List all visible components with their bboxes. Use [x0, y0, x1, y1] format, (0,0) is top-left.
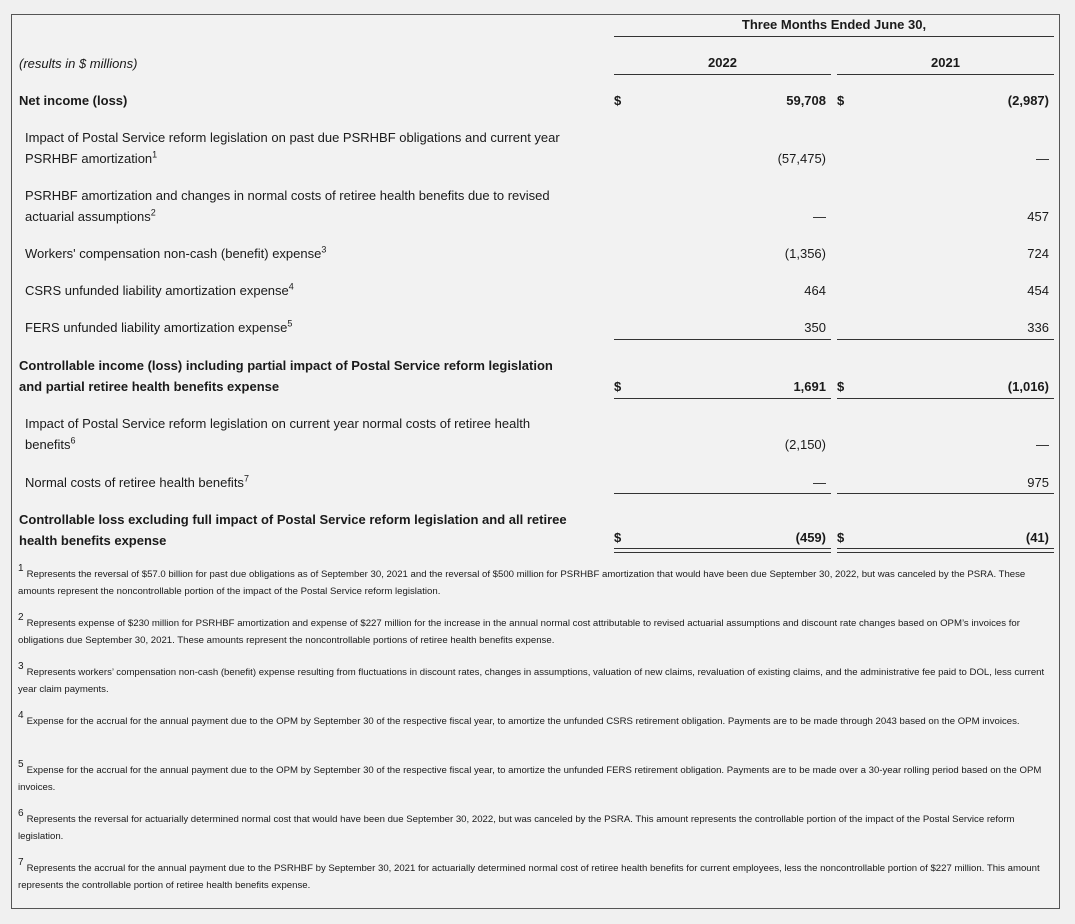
footnote-number: 5	[18, 758, 24, 770]
footnote-number: 1	[18, 562, 24, 574]
value-2021: 457	[1027, 209, 1049, 224]
row-label-workers-comp: Workers' compensation non-cash (benefit) expense$^3$	[25, 244, 327, 261]
value-2021: 975	[1027, 475, 1049, 490]
value-2021: (2,987)	[1007, 93, 1049, 108]
footnote-7: $^7$Represents the accrual for the annual payment due to the PSRHBF by September 30, 2021 for actuarially determined normal cost of retiree health benefits for current employees, less the noncontrollable portion of $227 million. This amount represents the controllable portion of retiree health benefits expense.	[18, 856, 1040, 891]
value-2021: 724	[1027, 246, 1049, 261]
value-2022: (57,475)	[777, 151, 826, 166]
column-header-2021: 2021	[931, 55, 960, 70]
row-label-controllable-partial: Controllable income (loss) including partial impact of Postal Service reform legislation	[19, 358, 553, 373]
footnote-number: 6	[18, 807, 24, 819]
col-rule-2021	[837, 74, 1054, 75]
footnote-ref: 3	[321, 244, 327, 255]
footnote-4: $^4$Expense for the accrual for the annual payment due to the OPM by September 30 of the respective fiscal year, to amortize the unfunded CSRS retirement obligation. Payments are to be made through 2043 based on the OPM invoices.	[18, 709, 1020, 727]
row-label-controllable-full-cont: health benefits expense	[19, 533, 167, 548]
footnote-number: 3	[18, 660, 24, 672]
footnote-ref: 7	[243, 473, 249, 484]
column-header-2022: 2022	[708, 55, 737, 70]
value-2022: 350	[804, 320, 826, 335]
dollar-sign: $	[614, 379, 622, 394]
value-2022: 1,691	[793, 379, 826, 394]
row-label-impact-psr-cont: PSRHBF amortization$^1$	[25, 149, 158, 166]
header-rule	[614, 36, 1054, 37]
total-rule	[837, 398, 1054, 399]
dollar-sign: $	[837, 93, 845, 108]
value-2022: (1,356)	[784, 246, 826, 261]
dollar-sign: $	[837, 530, 845, 545]
value-2022: 59,708	[786, 93, 826, 108]
value-2021: (41)	[1025, 530, 1049, 545]
subtotal-rule	[837, 493, 1054, 494]
row-label-net-income: Net income (loss)	[19, 93, 128, 108]
subtotal-rule	[837, 339, 1054, 340]
footnote-2: $^2$Represents expense of $230 million for PSRHBF amortization and expense of $227 million for the increase in the annual normal cost attributable to revised actuarial assumptions and discount rate changes based on OPM’s invoices for obligations due September 30, 2021. These amounts represent the noncontrollable portions of retiree health benefits expense.	[18, 611, 1020, 646]
value-2022: (2,150)	[784, 437, 826, 452]
grand-total-double-rule	[837, 548, 1054, 553]
footnote-ref: 4	[288, 281, 294, 292]
value-2021: (1,016)	[1007, 379, 1049, 394]
row-label-impact-normal-costs-cont: benefits$^6$	[25, 435, 76, 452]
footnote-number: 4	[18, 709, 24, 721]
row-label-controllable-partial-cont: and partial retiree health benefits expense	[19, 379, 280, 394]
row-label-csrs: CSRS unfunded liability amortization expense$^4$	[25, 281, 294, 298]
subtotal-rule	[614, 339, 831, 340]
footnote-6: $^6$Represents the reversal for actuarially determined normal cost that would have been due September 30, 2022, but was canceled by the PSRA. This amount represents the controllable portion of the impact of the Postal Service reform legislation.	[18, 807, 1015, 842]
value-2021: 454	[1027, 283, 1049, 298]
dollar-sign: $	[614, 530, 622, 545]
subtotal-rule	[614, 493, 831, 494]
period-header: Three Months Ended June 30,	[741, 17, 927, 32]
dollar-sign: $	[837, 379, 845, 394]
footnote-3: $^3$Represents workers’ compensation non-cash (benefit) expense resulting from fluctuations in discount rates, changes in assumptions, valuation of new claims, revaluation of existing claims, and the administrative fee paid to DOL, less current year claim payments.	[18, 660, 1045, 695]
row-label-impact-psr: Impact of Postal Service reform legislation on past due PSRHBF obligations and current year	[25, 130, 560, 145]
value-2021: —	[1036, 437, 1049, 452]
value-2022: (459)	[795, 530, 826, 545]
row-label-impact-normal-costs: Impact of Postal Service reform legislation on current year normal costs of retiree health	[25, 416, 531, 431]
row-label-psrhbf-amortization-cont: actuarial assumptions$^2$	[25, 207, 156, 224]
footnote-number: 7	[18, 856, 24, 868]
row-label-normal-costs: Normal costs of retiree health benefits$^7$	[25, 473, 249, 490]
value-2022: —	[813, 209, 826, 224]
value-2022: 464	[804, 283, 826, 298]
grand-total-double-rule	[614, 548, 831, 553]
footnote-ref: 5	[287, 318, 293, 329]
row-label-controllable-full: Controllable loss excluding full impact of Postal Service reform legislation and all retiree	[19, 512, 567, 527]
footnote-ref: 6	[70, 435, 76, 446]
value-2022: —	[813, 475, 826, 490]
row-label-fers: FERS unfunded liability amortization expense$^5$	[25, 318, 293, 335]
row-label-psrhbf-amortization: PSRHBF amortization and changes in normal costs of retiree health benefits due to revised	[25, 188, 550, 203]
value-2021: 336	[1027, 320, 1049, 335]
footnote-5: $^5$Expense for the accrual for the annual payment due to the OPM by September 30 of the respective fiscal year, to amortize the unfunded FERS retirement obligation. Payments are to be made over a 30-year rolling period based on the OPM invoices.	[18, 758, 1042, 793]
total-rule	[614, 398, 831, 399]
footnote-number: 2	[18, 611, 24, 623]
footnote-ref: 1	[152, 149, 158, 160]
units-note: (results in $ millions)	[19, 56, 138, 71]
value-2021: —	[1036, 151, 1049, 166]
dollar-sign: $	[614, 93, 622, 108]
footnote-1: $^1$Represents the reversal of $57.0 billion for past due obligations as of September 30, 2021 and the reversal of $500 million for PSRHBF amortization that would have been due September 30, 2022, but was canceled by the PSRA. These amounts represent the noncontrollable portion of the impact of the Postal Service reform legislation.	[18, 562, 1026, 597]
footnote-ref: 2	[150, 207, 156, 218]
col-rule-2022	[614, 74, 831, 75]
